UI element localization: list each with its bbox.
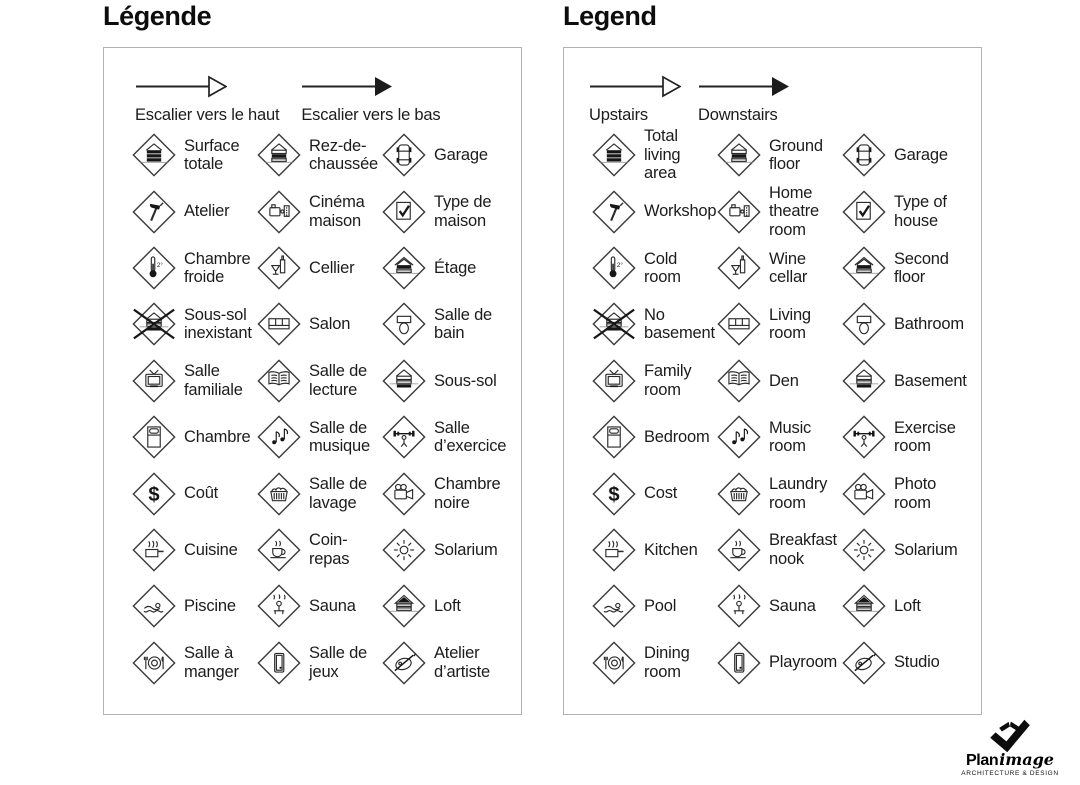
legend-item [841,353,974,409]
legend-item [381,296,514,352]
stair-arrow-label: Upstairs [589,106,648,124]
legend-item [591,127,716,183]
brand-plan-text: Plan [966,752,999,769]
legend-item-label: Type de maison [434,193,492,230]
legend-item-label: Atelier [184,202,230,221]
legend-item-label: Salle familiale [184,362,243,399]
total-living-area-house-icon [591,132,637,178]
legend-item-label: Salle à manger [184,644,239,681]
legend-item-label: Salle de bain [434,305,493,343]
legend-item [131,522,256,578]
legend-item [591,183,716,239]
sofa-icon [256,301,302,347]
legend-item [591,578,716,634]
legend-item [591,522,716,578]
legend-item [381,635,514,691]
legend-item-label: Solarium [894,540,958,559]
stairs-up-arrow-icon [589,75,681,103]
tv-icon [591,358,637,404]
legend-item-label: Workshop [644,202,717,221]
plate-cutlery-icon [591,640,637,686]
stair-arrows-english [589,75,790,125]
open-book-icon [716,358,762,404]
second-floor-house-icon [381,245,427,291]
legend-item [591,240,716,296]
planimage-logo-mark [983,718,1037,754]
brand-image-text: image [999,750,1054,769]
sun-icon [381,527,427,573]
music-notes-icon [716,414,762,460]
toilet-icon [381,301,427,347]
stair-arrow-label: Downstairs [698,106,778,124]
legend-item-label: Home theatre room [769,183,819,239]
coffee-cup-icon [256,527,302,573]
legend-item [131,353,256,409]
legend-item-label: Living room [769,305,811,343]
basement-house-icon [841,358,887,404]
legend-item [381,409,514,465]
hammer-icon [591,189,637,235]
palette-brush-icon [381,640,427,686]
legend-item [591,635,716,691]
legend-item [131,635,256,691]
legend-item-label: Cost [644,484,678,503]
legend-item-label: Salle de jeux [309,644,368,681]
legend-item-label: Breakfast nook [769,531,837,568]
legend-item-label: Loft [434,597,461,616]
legend-item-label: Coût [184,484,219,503]
loft-house-icon [381,583,427,629]
legend-item [841,296,974,352]
thermometer-icon [131,245,177,291]
palette-brush-icon [841,640,887,686]
legend-item [131,240,256,296]
legend-item-label: Loft [894,597,921,616]
stairs-down-arrow-icon [301,75,393,103]
legend-item-label: Atelier d’artiste [434,644,490,681]
legend-item-label: Coin-repas [309,531,350,568]
stair-arrow-item [698,75,790,125]
legend-item [131,127,256,183]
legend-item [256,578,381,634]
legend-item-label: Studio [894,653,940,672]
legend-item-label: Piscine [184,597,236,616]
wine-bottle-glass-icon [716,245,762,291]
legend-item [591,296,716,352]
stairs-up-arrow-icon [135,75,227,103]
stair-arrow-item [589,75,681,125]
movie-camera-icon [841,471,887,517]
dollar-icon [131,471,177,517]
legend-item-label: Wine cellar [769,249,808,286]
legend-item-label: Garage [894,145,948,164]
legend-item [841,635,974,691]
car-icon [841,132,887,178]
legend-item [256,635,381,691]
stair-arrow-label: Escalier vers le haut [135,106,280,124]
legend-item-label: Bedroom [644,427,710,446]
sauna-person-icon [716,583,762,629]
legend-item [131,296,256,352]
barbell-icon [841,414,887,460]
playroom-icon [256,640,302,686]
checkmark-document-icon [381,189,427,235]
legend-item [381,127,514,183]
legend-item [256,240,381,296]
barbell-icon [381,414,427,460]
no-basement-icon [591,301,637,347]
legend-item-label: Salle d’exercice [434,418,507,456]
no-basement-icon [131,301,177,347]
car-icon [381,132,427,178]
cooking-pot-icon [131,527,177,573]
legend-item-label: Cuisine [184,540,238,559]
svg-text:$: $ [608,483,620,506]
planimage-wordmark [952,752,1068,769]
legend-item-label: Solarium [434,540,498,559]
legend-item [841,522,974,578]
legend-item [256,465,381,521]
planimage-logo [952,718,1068,777]
legend-item [841,240,974,296]
dollar-icon [591,471,637,517]
legend-grid-english [591,127,974,691]
wine-bottle-glass-icon [256,245,302,291]
ground-floor-house-icon [256,132,302,178]
legend-item-label: Rez-de-chaussée [309,136,379,174]
legend-item-label: Chambre froide [184,249,251,286]
playroom-icon [716,640,762,686]
second-floor-house-icon [841,245,887,291]
tv-icon [131,358,177,404]
legend-item [381,578,514,634]
thermometer-icon [591,245,637,291]
svg-text:2°: 2° [616,262,623,270]
legend-grid-french [131,127,514,691]
legend-item-label: Chambre [184,427,251,446]
stair-arrow-item [135,75,279,125]
legend-item [256,522,381,578]
legend-item [381,465,514,521]
laundry-basket-icon [716,471,762,517]
legend-item [716,465,841,521]
legend-item-label: Exercise room [894,418,956,456]
legend-item [381,353,514,409]
legend-item-label: Family room [644,362,692,399]
movie-camera-icon [381,471,427,517]
legend-item-label: Salle de lavage [309,475,368,512]
legend-panel-french [103,47,522,715]
legend-item [716,353,841,409]
laundry-basket-icon [256,471,302,517]
legend-item-label: Salon [309,315,351,334]
music-notes-icon [256,414,302,460]
legend-item [256,296,381,352]
basement-house-icon [381,358,427,404]
legend-item [716,522,841,578]
legend-item [131,578,256,634]
sauna-person-icon [256,583,302,629]
logo-tagline: ARCHITECTURE & DESIGN [961,770,1059,777]
cooking-pot-icon [591,527,637,573]
legend-item [841,183,974,239]
bed-icon [591,414,637,460]
bed-icon [131,414,177,460]
swimmer-icon [591,583,637,629]
stair-arrow-item [301,75,440,125]
sofa-icon [716,301,762,347]
legend-item-label: Photo room [894,475,937,512]
coffee-cup-icon [716,527,762,573]
hammer-icon [131,189,177,235]
panel-title-french: Légende [103,1,212,31]
legend-item [381,240,514,296]
stairs-down-arrow-icon [698,75,790,103]
legend-item-label: Basement [894,371,967,390]
legend-item [591,409,716,465]
legend-item-label: Bathroom [894,315,964,334]
legend-panel-english [563,47,982,715]
panel-title-english: Legend [563,1,657,31]
legend-item [131,409,256,465]
stair-arrows-french [135,75,440,125]
projector-icon [716,189,762,235]
legend-item [716,635,841,691]
legend-item-label: Kitchen [644,540,698,559]
legend-item [716,183,841,239]
legend-item-label: Garage [434,145,488,164]
ground-floor-house-icon [716,132,762,178]
total-living-area-house-icon [131,132,177,178]
legend-item [256,353,381,409]
legend-item [716,409,841,465]
sun-icon [841,527,887,573]
legend-item [841,578,974,634]
legend-item-label: Ground floor [769,136,823,174]
open-book-icon [256,358,302,404]
legend-item-label: Cold room [644,249,681,286]
legend-item-label: Pool [644,597,677,616]
swimmer-icon [131,583,177,629]
legend-item-label: Salle de lecture [309,362,368,399]
legend-item-label: Surface totale [184,136,240,174]
legend-item [381,522,514,578]
legend-item-label: Den [769,371,799,390]
toilet-icon [841,301,887,347]
legend-item [841,127,974,183]
legend-item-label: Cellier [309,258,355,277]
legend-item-label: No basement [644,305,715,343]
legend-item-label: Music room [769,418,812,456]
legend-item-label: Chambre noire [434,475,501,512]
checkmark-document-icon [841,189,887,235]
legend-item [591,465,716,521]
legend-item [716,296,841,352]
legend-item-label: Playroom [769,653,838,672]
legend-item-label: Dining room [644,644,690,681]
projector-icon [256,189,302,235]
legend-item-label: Total living area [644,127,681,183]
legend-item [841,409,974,465]
legend-item [256,127,381,183]
legend-item-label: Salle de musique [309,418,370,456]
legend-item-label: Cinéma maison [309,193,365,230]
legend-item-label: Étage [434,258,477,277]
legend-item-label: Second floor [894,249,949,286]
legend-item [131,183,256,239]
legend-item-label: Laundry room [769,475,828,512]
legend-item [841,465,974,521]
legend-item-label: Type of house [894,193,947,230]
legend-item [131,465,256,521]
legend-item-label: Sauna [769,597,816,616]
svg-text:2°: 2° [156,262,163,270]
legend-item-label: Sous-sol [434,371,497,390]
legend-item-label: Sauna [309,597,356,616]
legend-item [716,240,841,296]
legend-item [256,409,381,465]
plate-cutlery-icon [131,640,177,686]
legend-item [716,578,841,634]
legend-item [716,127,841,183]
legend-item-label: Sous-sol inexistant [184,305,252,343]
stair-arrow-label: Escalier vers le bas [301,106,441,124]
loft-house-icon [841,583,887,629]
legend-item [381,183,514,239]
legend-item [591,353,716,409]
legend-item [256,183,381,239]
svg-text:$: $ [148,483,160,506]
